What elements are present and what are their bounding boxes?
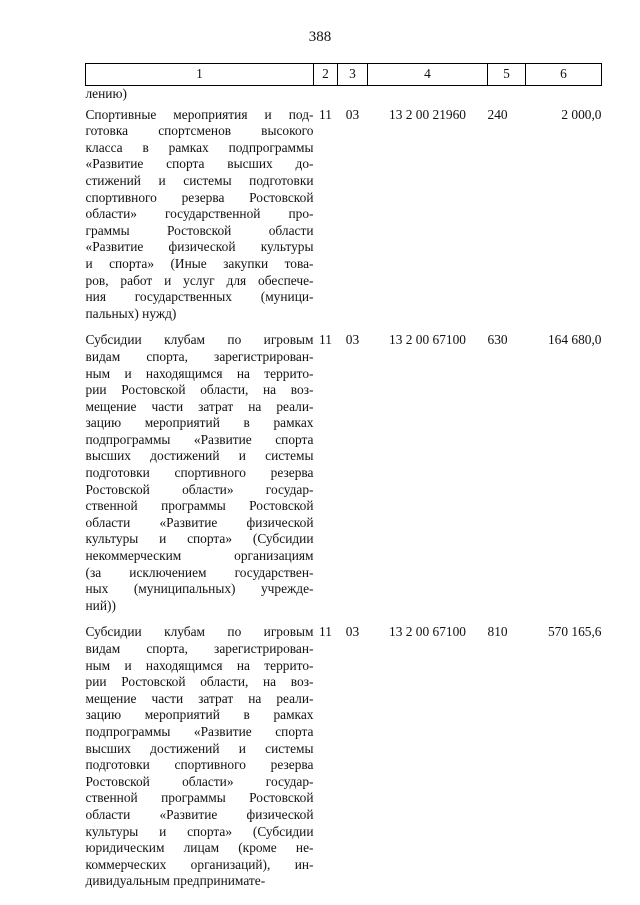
description-line: подготовки спортивного резерва bbox=[85, 757, 314, 773]
description-line: ных (муниципальных) учрежде- bbox=[85, 581, 314, 597]
description-line: рии Ростовской области, на воз- bbox=[85, 382, 314, 398]
description-line: мещение части затрат на реали- bbox=[85, 398, 314, 414]
expense-type-code: 810 bbox=[487, 624, 508, 640]
description-line: ний)) bbox=[85, 597, 116, 613]
description-line: «Развитие спорта высших до- bbox=[85, 156, 314, 172]
description-line: культуры и спорта» (Субсидии bbox=[85, 531, 314, 547]
description-line: мещение части затрат на реали- bbox=[85, 690, 314, 706]
description-line: и спорта» (Иные закупки това- bbox=[85, 255, 314, 271]
description-line: области «Развитие физической bbox=[85, 514, 314, 530]
description-line: пальных) нужд) bbox=[85, 305, 177, 321]
description-line: некоммерческим организациям bbox=[85, 548, 314, 564]
description-line: высших достижений и системы bbox=[85, 448, 314, 464]
description-line: области» государственной про- bbox=[85, 206, 314, 222]
section-code: 11 bbox=[319, 106, 332, 122]
column-header-4: 4 bbox=[368, 64, 488, 86]
description-line: ров, работ и услуг для обеспече- bbox=[85, 272, 314, 288]
target-article-code: 13 2 00 21960 bbox=[389, 106, 466, 122]
expense-type-code: 240 bbox=[487, 106, 508, 122]
description-line: ным и находящимся на террито- bbox=[85, 365, 314, 381]
column-header-2: 2 bbox=[314, 64, 338, 86]
subsection-code: 03 bbox=[345, 332, 360, 348]
description-line: рии Ростовской области, на воз- bbox=[85, 674, 314, 690]
table-header-row bbox=[86, 64, 602, 86]
target-article-code: 13 2 00 67100 bbox=[389, 624, 466, 640]
section-code: 11 bbox=[319, 332, 332, 348]
description-line: стижений и системы подготовки bbox=[85, 172, 314, 188]
amount-value: 570 165,6 bbox=[547, 624, 602, 640]
row-description bbox=[86, 614, 314, 890]
description-line: ным и находящимся на террито- bbox=[85, 657, 314, 673]
target-article-code: 13 2 00 67100 bbox=[389, 332, 466, 348]
description-line: Ростовской области» государ- bbox=[85, 481, 314, 497]
description-line: Субсидии клубам по игровым bbox=[85, 332, 314, 348]
expense-type-code: 630 bbox=[487, 332, 508, 348]
row-description bbox=[86, 103, 314, 323]
table-row bbox=[86, 614, 602, 890]
description-line: коммерческих организаций), ин- bbox=[85, 856, 314, 872]
table-row bbox=[86, 322, 602, 614]
description-line: «Развитие физической культуры bbox=[85, 239, 314, 255]
description-line: ственной программы Ростовской bbox=[85, 790, 314, 806]
description-line: высших достижений и системы bbox=[85, 740, 314, 756]
column-header-3: 3 bbox=[338, 64, 368, 86]
page-number: 388 bbox=[308, 29, 332, 45]
amount-value: 164 680,0 bbox=[547, 332, 602, 348]
description-line: дивидуальным предпринимате- bbox=[85, 873, 266, 889]
description-line: Ростовской области» государ- bbox=[85, 773, 314, 789]
description-line: граммы Ростовской области bbox=[85, 222, 314, 238]
description-line: спортивного резерва Ростовской bbox=[85, 189, 314, 205]
subsection-code: 03 bbox=[345, 106, 360, 122]
column-header-1: 1 bbox=[86, 64, 314, 86]
description-line: зацию мероприятий в рамках bbox=[85, 707, 314, 723]
description-line: класса в рамках подпрограммы bbox=[85, 139, 314, 155]
description-line: области «Развитие физической bbox=[85, 806, 314, 822]
description-line: видам спорта, зарегистрирован- bbox=[85, 641, 314, 656]
description-line: подпрограммы «Развитие спорта bbox=[85, 723, 314, 739]
description-line: подпрограммы «Развитие спорта bbox=[85, 431, 314, 447]
description-line: ственной программы Ростовской bbox=[85, 498, 314, 514]
description-line: Субсидии клубам по игровым bbox=[85, 624, 314, 640]
continuation-row bbox=[86, 86, 602, 103]
row-description bbox=[86, 322, 314, 614]
description-line: подготовки спортивного резерва bbox=[85, 465, 314, 481]
description-line: юридическим лицам (кроме не- bbox=[85, 840, 314, 856]
amount-value: 2 000,0 bbox=[561, 106, 602, 122]
description-line: готовка спортсменов высокого bbox=[85, 123, 314, 139]
description-line: зацию мероприятий в рамках bbox=[85, 415, 314, 431]
subsection-code: 03 bbox=[345, 624, 360, 640]
column-header-6: 6 bbox=[526, 64, 602, 86]
description-line: культуры и спорта» (Субсидии bbox=[85, 823, 314, 839]
description-line: Спортивные мероприятия и под- bbox=[85, 106, 314, 122]
table-row bbox=[86, 103, 602, 323]
continuation-text: лению) bbox=[85, 86, 127, 101]
description-line: (за исключением государствен- bbox=[85, 564, 314, 580]
column-header-5: 5 bbox=[488, 64, 526, 86]
section-code: 11 bbox=[319, 624, 332, 640]
description-line: видам спорта, зарегистрирован- bbox=[85, 348, 314, 364]
description-line: ния государственных (муници- bbox=[85, 289, 314, 305]
budget-table bbox=[85, 63, 602, 890]
